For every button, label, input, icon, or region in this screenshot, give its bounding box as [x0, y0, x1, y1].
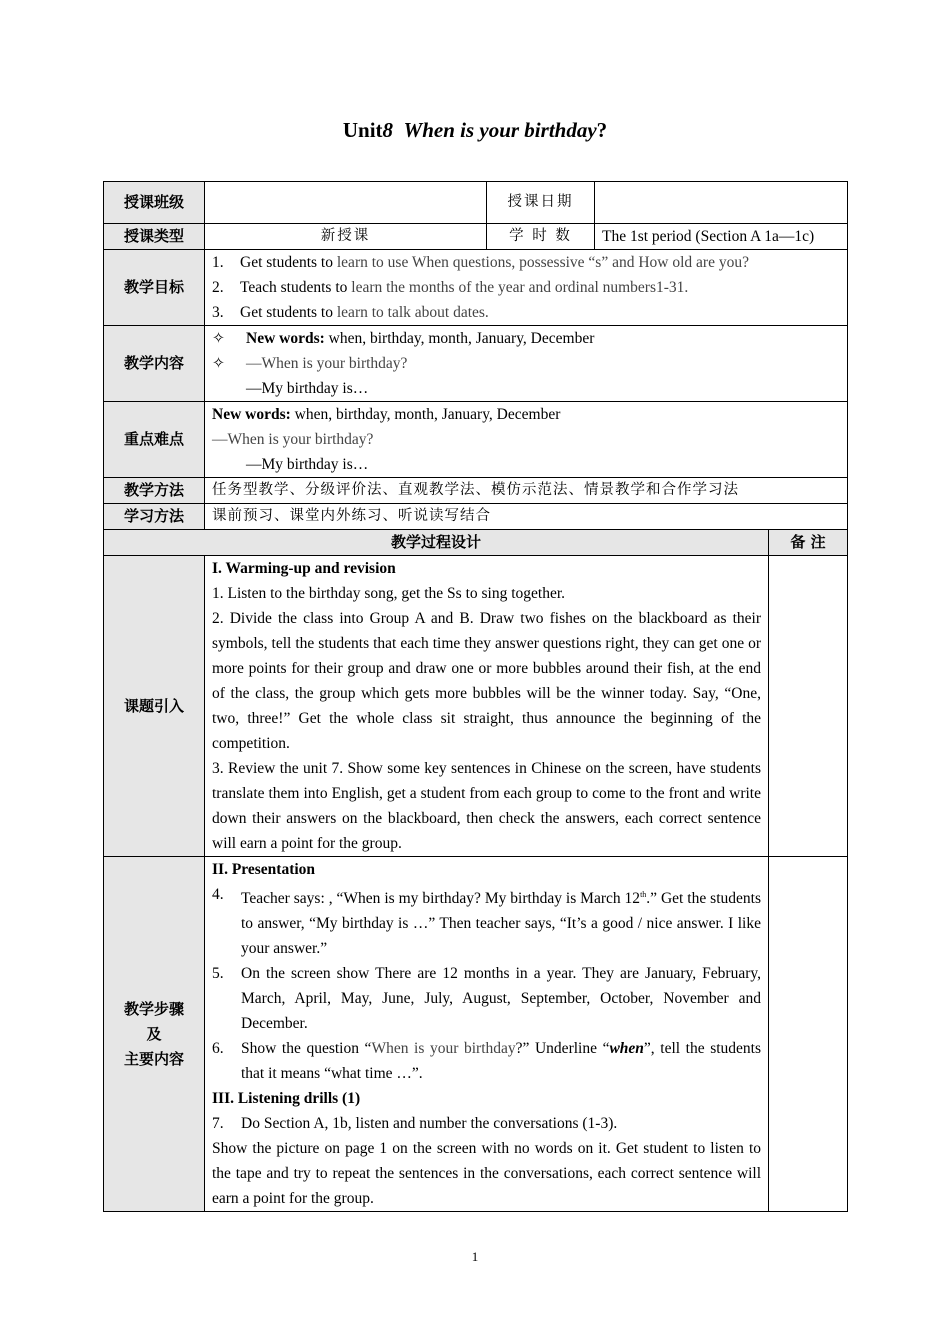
page-number: 1	[471, 1249, 479, 1264]
objectives-label: 教学目标	[104, 250, 205, 326]
objective-item: 1. Get students to learn to use When questions, possessive “s” and How old are you?	[212, 254, 749, 271]
steps-content: II. Presentation 4. Teacher says: , “When is my birthday? My birthday is March 12th.” Get the students to answer, “My birthday is …” Then teacher says, “It’s a good / nice answer. I like your answer.” 5. On the screen show There are 12 months in a year. They are January, February, March, April, May, June, July, August, September, October, November and December. 6. Show the question “When is your birthday?” Underline “when”, tell the students that it means “what time …”. III. Listening drills (1) 7. Do Section A, 1b, listen and number the conversations (1-3). Show the picture on page 1 on the screen with no words on it. Get student to listen to the tape and try to repeat the sentences in the conversations, each correct sentence will earn a point for the group.	[205, 857, 769, 1212]
intro-notes	[769, 556, 848, 857]
list-item: 5. On the screen show There are 12 months in a year. They are January, February, March, April, May, June, July, August, September, October, November and December.	[212, 965, 761, 1033]
teaching-method-value: 任务型教学、分级评价法、直观教学法、模仿示范法、情景教学和合作学习法	[205, 478, 848, 504]
content-cell: ✧ New words: when, birthday, month, January, December ✧ —When is your birthday? —My birthday is…	[205, 326, 848, 402]
list-item: 4. Teacher says: , “When is my birthday? My birthday is March 12th.” Get the students to answer, “My birthday is …” Then teacher says, “It’s a good / nice answer. I like your answer.”	[212, 886, 761, 958]
lesson-plan-table	[103, 181, 848, 1212]
learning-method-label: 学习方法	[104, 504, 205, 530]
keypoints-label: 重点难点	[104, 402, 205, 478]
class-label: 授课班级	[104, 182, 205, 224]
learning-method-value: 课前预习、课堂内外练习、听说读写结合	[205, 504, 848, 530]
notes-header: 备 注	[769, 530, 848, 556]
date-value	[595, 182, 848, 224]
diamond-bullet-icon: ✧	[212, 355, 225, 372]
hours-value: The 1st period (Section A 1a—1c)	[595, 224, 848, 250]
content-label: 教学内容	[104, 326, 205, 402]
steps-notes	[769, 857, 848, 1212]
keypoints-cell: New words: when, birthday, month, January, December —When is your birthday? —My birthday is…	[205, 402, 848, 478]
page-title: Unit8 When is your birthday?	[342, 118, 608, 142]
diamond-bullet-icon: ✧	[212, 330, 225, 347]
list-item: 7. Do Section A, 1b, listen and number the conversations (1-3).	[212, 1115, 618, 1133]
hours-label: 学 时 数	[487, 224, 595, 250]
process-header: 教学过程设计	[104, 530, 769, 556]
objective-item: 3. Get students to learn to talk about dates.	[212, 304, 489, 321]
intro-content: I. Warming-up and revision 1. Listen to the birthday song, get the Ss to sing together. 2. Divide the class into Group A and B. Draw two fishes on the blackboard as their symbols, tell the students that each time they answer questions right, they can get one or more points for their group and draw one or more bubbles around their fish, at the end of the class, the group which gets more bubbles will be the winner today. Say, “One, two, three!” Get the whole class sit straight, thus announce the beginning of the competition. 3. Review the unit 7. Show some key sentences in Chinese on the screen, have students translate them into English, get a student from each group to come to the front and write down their answers on the blackboard, then check the answers, each correct sentence will earn a point for the group.	[205, 556, 769, 857]
teaching-method-label: 教学方法	[104, 478, 205, 504]
date-label: 授课日期	[487, 182, 595, 224]
steps-label: 教学步骤 及 主要内容	[104, 857, 205, 1212]
list-item: 6. Show the question “When is your birthday?” Underline “when”, tell the students that it means “what time …”.	[212, 1040, 761, 1083]
objectives-cell	[205, 250, 848, 326]
class-value	[205, 182, 487, 224]
type-label: 授课类型	[104, 224, 205, 250]
objective-item: 2. Teach students to learn the months of the year and ordinal numbers1-31.	[212, 279, 689, 296]
intro-label: 课题引入	[104, 556, 205, 857]
type-value: 新授课	[205, 224, 487, 250]
